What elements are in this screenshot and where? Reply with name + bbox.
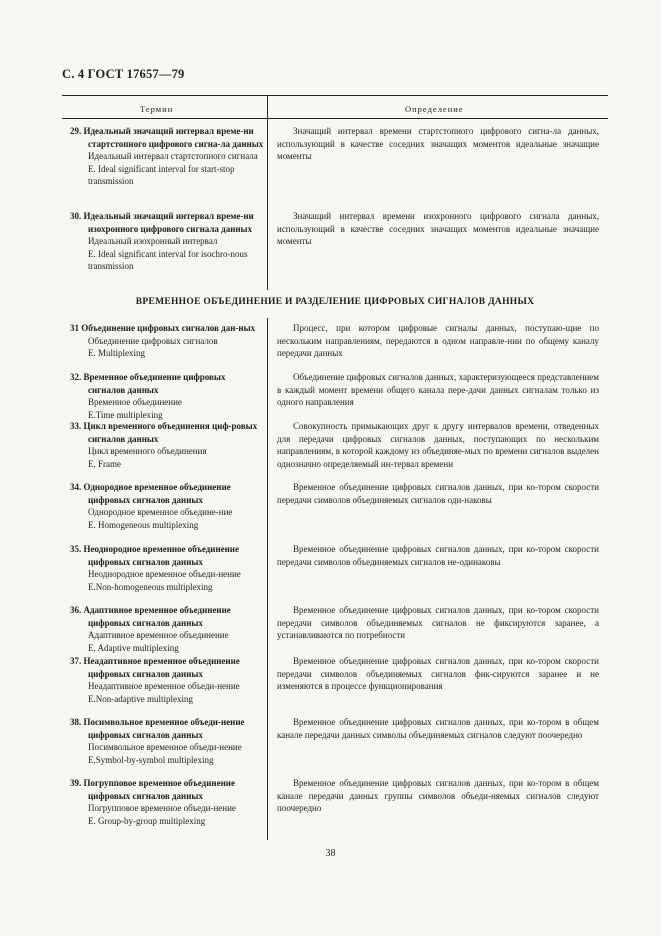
page-number: 38 — [325, 848, 336, 859]
column-divider-bottom — [267, 318, 268, 840]
term-32 — [70, 371, 264, 421]
term-short-ru: Идеальный изохронный интервал — [88, 236, 218, 246]
term-short-ru: Неоднородное временное объеди-нение — [88, 569, 241, 579]
table-top-rule — [62, 95, 608, 96]
term-29 — [70, 125, 264, 188]
term-short-ru: Посимвольное временное объеди-нение — [88, 742, 242, 752]
definition-35: Временное объединение цифровых сигналов данных, при ко-тором скорости передачи символов объединяемых сигналов не-одинаковы — [277, 544, 599, 567]
definition-37: Временное объединение цифровых сигналов данных, при ко-тором скорости передачи символов объединяемых сигналов фик-сируются заранее и не изменяются в процессе функционирования — [277, 656, 599, 691]
term-short-ru: Объединение цифровых сигналов — [88, 335, 218, 346]
definition-30: Значащий интервал времени изохронного цифрового сигнала данных, использующий в качестве соседних значащих моментов идеальные значащие моменты — [277, 211, 599, 246]
term-31 — [70, 322, 264, 360]
definition-29: Значащий интервал времени стартстопного цифрового сигна-ла данных, использующий в качестве соседних значащих моментов идеальные значащие моменты — [277, 126, 599, 161]
term-title: 36. Адаптивное временное объединение цифровых сигналов данных — [70, 605, 231, 628]
term-short-ru: Неадаптивное временное объеди-нение — [88, 681, 240, 691]
definition-34: Временное объединение цифровых сигналов данных, при ко-тором скорости передачи символов объединяемых сигналов оди-наковы — [277, 482, 599, 505]
term-en: E. Multiplexing — [88, 348, 145, 358]
term-en: E. Frame — [88, 458, 121, 469]
term-39 — [70, 777, 264, 827]
term-35 — [70, 543, 264, 593]
term-title: 35. Неоднородное временное объединение цифровых сигналов данных — [70, 544, 239, 567]
term-title: 39. Погрупповое временное объединение цифровых сигналов данных — [70, 778, 235, 801]
definition-36: Временное объединение цифровых сигналов данных, при ко-тором скорости передачи символов объединяемых сигналов не фиксируются заранее, а устанавливаются по потребности — [277, 605, 599, 640]
column-header-terms: Термин — [140, 104, 174, 114]
term-34 — [70, 481, 264, 531]
term-36 — [70, 604, 264, 654]
term-short-ru: Временное объединение — [88, 397, 182, 407]
definition-33: Совокупность примыкающих друг к другу интервалов времени, отведенных для передачи цифровых сигналов данных, поступающих по нескольким направлениям, в которой каждому из объединяе-мых по времени сигналов выделен однозначно определяемый ин-тервал времени — [277, 421, 599, 469]
term-short-ru: Идеальный интервал стартстопного сигнала — [88, 151, 258, 161]
table-header-rule — [62, 118, 608, 119]
column-divider-top — [267, 95, 268, 290]
term-title: 33. Цикл временного объединения циф-ровых сигналов данных — [70, 421, 258, 444]
term-title: 29. Идеальный значащий интервал време-ни стартстопного цифрового сигна-ла данных — [70, 126, 264, 149]
term-short-ru: Адаптивное временное объединение — [88, 630, 229, 640]
term-title: 31 Объединение цифровых сигналов дан-ных — [70, 323, 256, 333]
term-38 — [70, 716, 264, 766]
term-en: E. Group-by-group multiplexing — [88, 815, 206, 826]
term-short-ru: Погрупповое временное объеди-нение — [88, 803, 236, 813]
term-en: E.Non-adaptive multiplexing — [88, 693, 193, 704]
term-en: E. Ideal significant interval for start-stop transmission — [88, 163, 235, 186]
definition-39: Временное объединение цифровых сигналов данных, при ко-тором в общем канале передачи данных группы символов объеди-няемых сигналов следуют поочередно — [277, 778, 599, 813]
term-short-ru: Цикл временного объединения — [88, 446, 207, 456]
term-en: E. Homogeneous multiplexing — [88, 519, 199, 530]
term-title: 32. Временное объединение цифровых сигналов данных — [70, 372, 226, 395]
definition-31: Процесс, при котором цифровые сигналы данных, поступаю-щие по нескольким направлениям, передаются в одном направле-нии по общему каналу передачи данных — [277, 323, 599, 358]
term-title: 30. Идеальный значащий интервал време-ни изохронного цифрового сигнала данных — [70, 211, 254, 234]
section-title: ВРЕМЕННОЕ ОБЪЕДИНЕНИЕ И РАЗДЕЛЕНИЕ ЦИФРОВЫХ СИГНАЛОВ ДАННЫХ — [135, 297, 535, 307]
term-en: E. Ideal significant interval for isochro-nous transmission — [88, 248, 248, 271]
definition-32: Объединение цифровых сигналов данных, характеризующееся представлением в каждый момент времени общего канала пере-дачи данных сигналам только из одного направления — [277, 372, 599, 407]
term-30 — [70, 210, 264, 273]
term-en: E.Non-homogeneous multiplexing — [88, 581, 213, 592]
term-37 — [70, 655, 264, 705]
term-33 — [70, 420, 264, 470]
term-title: 37. Неадаптивное временное объединение цифровых сигналов данных — [70, 656, 240, 679]
definition-38: Временное объединение цифровых сигналов данных, при ко-тором в общем канале передачи данных символы объединяемых сигналов следуют поочередно — [277, 717, 599, 740]
term-title: 34. Однородное временное объединение цифровых сигналов данных — [70, 482, 231, 505]
term-short-ru: Однородное временное объедине-ние — [88, 507, 233, 517]
column-header-definition: Определение — [405, 104, 464, 114]
page-header: С. 4 ГОСТ 17657—79 — [62, 67, 185, 81]
term-en: E.Time multiplexing — [88, 409, 163, 420]
term-title: 38. Посимвольное временное объеди-нение цифровых сигналов данных — [70, 717, 245, 740]
term-en: E. Adaptive multiplexing — [88, 642, 179, 653]
term-en: E.Symbol-by-symbol multiplexing — [88, 754, 214, 765]
